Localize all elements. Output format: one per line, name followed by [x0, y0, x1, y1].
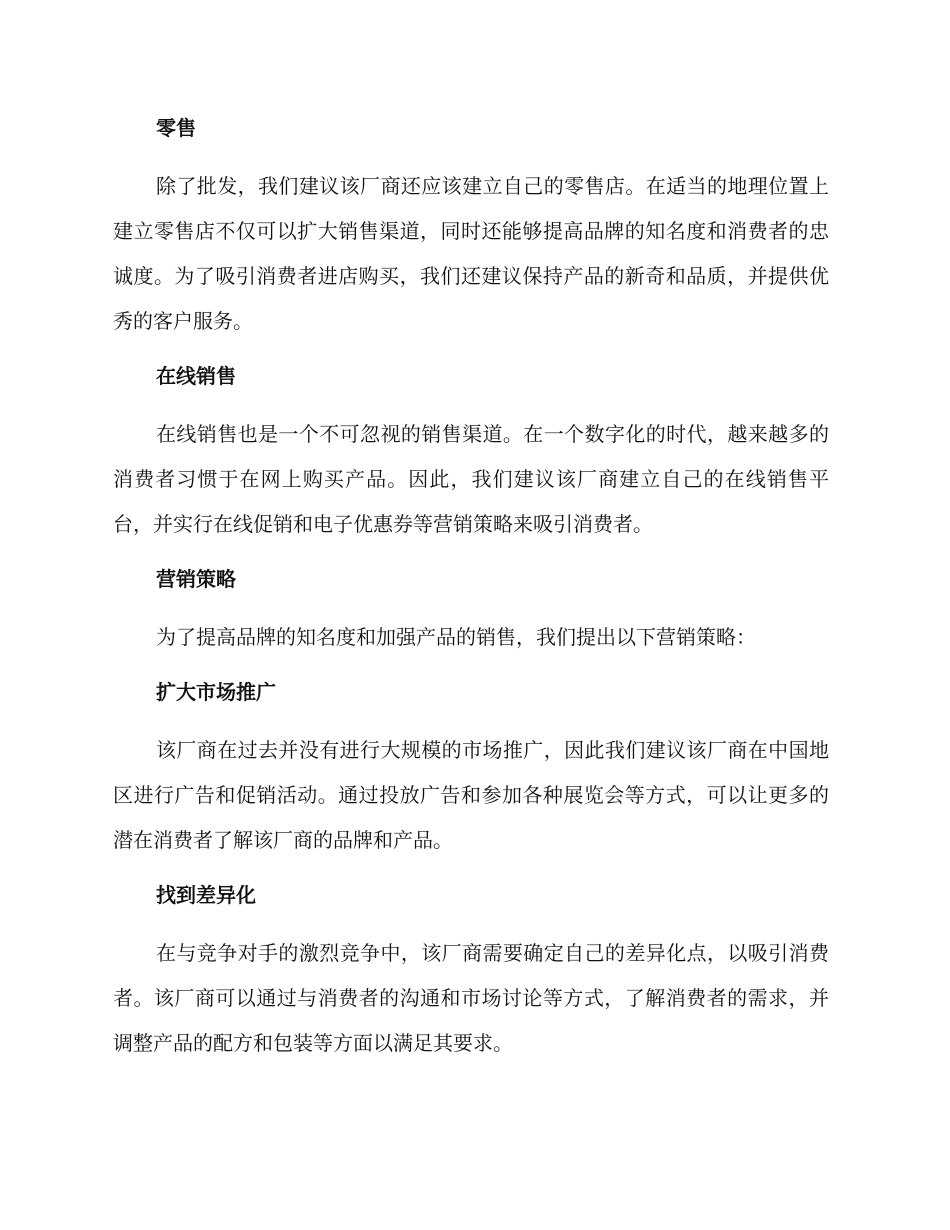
- section-paragraph-online-sales: 在线销售也是一个不可忽视的销售渠道。在一个数字化的时代，越来越多的消费者习惯于在网上购买产品。因此，我们建议该厂商建立自己的在线销售平台，并实行在线促销和电子优惠券等营销策略来吸引消费者。: [113, 422, 829, 536]
- section-paragraph-retail: 除了批发，我们建议该厂商还应该建立自己的零售店。在适当的地理位置上建立零售店不仅可以扩大销售渠道，同时还能够提高品牌的知名度和消费者的忠诚度。为了吸引消费者进店购买，我们还建议保持产品的新奇和品质，并提供优秀的客户服务。: [113, 174, 829, 333]
- section-heading-marketing-strategy: 营销策略: [156, 567, 236, 591]
- section-heading-retail: 零售: [156, 116, 196, 140]
- section-heading-online-sales: 在线销售: [156, 364, 236, 388]
- section-paragraph-market-promotion: 该厂商在过去并没有进行大规模的市场推广，因此我们建议该厂商在中国地区进行广告和促销活动。通过投放广告和参加各种展览会等方式，可以让更多的潜在消费者了解该厂商的品牌和产品。: [113, 738, 829, 852]
- section-heading-market-promotion: 扩大市场推广: [156, 680, 276, 704]
- section-paragraph-differentiation: 在与竞争对手的激烈竞争中，该厂商需要确定自己的差异化点，以吸引消费者。该厂商可以通过与消费者的沟通和市场讨论等方式，了解消费者的需求，并调整产品的配方和包装等方面以满足其要求。: [113, 941, 829, 1055]
- section-heading-differentiation: 找到差异化: [156, 883, 256, 907]
- document-body: [113, 112, 829, 1066]
- section-paragraph-marketing-strategy: 为了提高品牌的知名度和加强产品的销售，我们提出以下营销策略：: [156, 625, 756, 649]
